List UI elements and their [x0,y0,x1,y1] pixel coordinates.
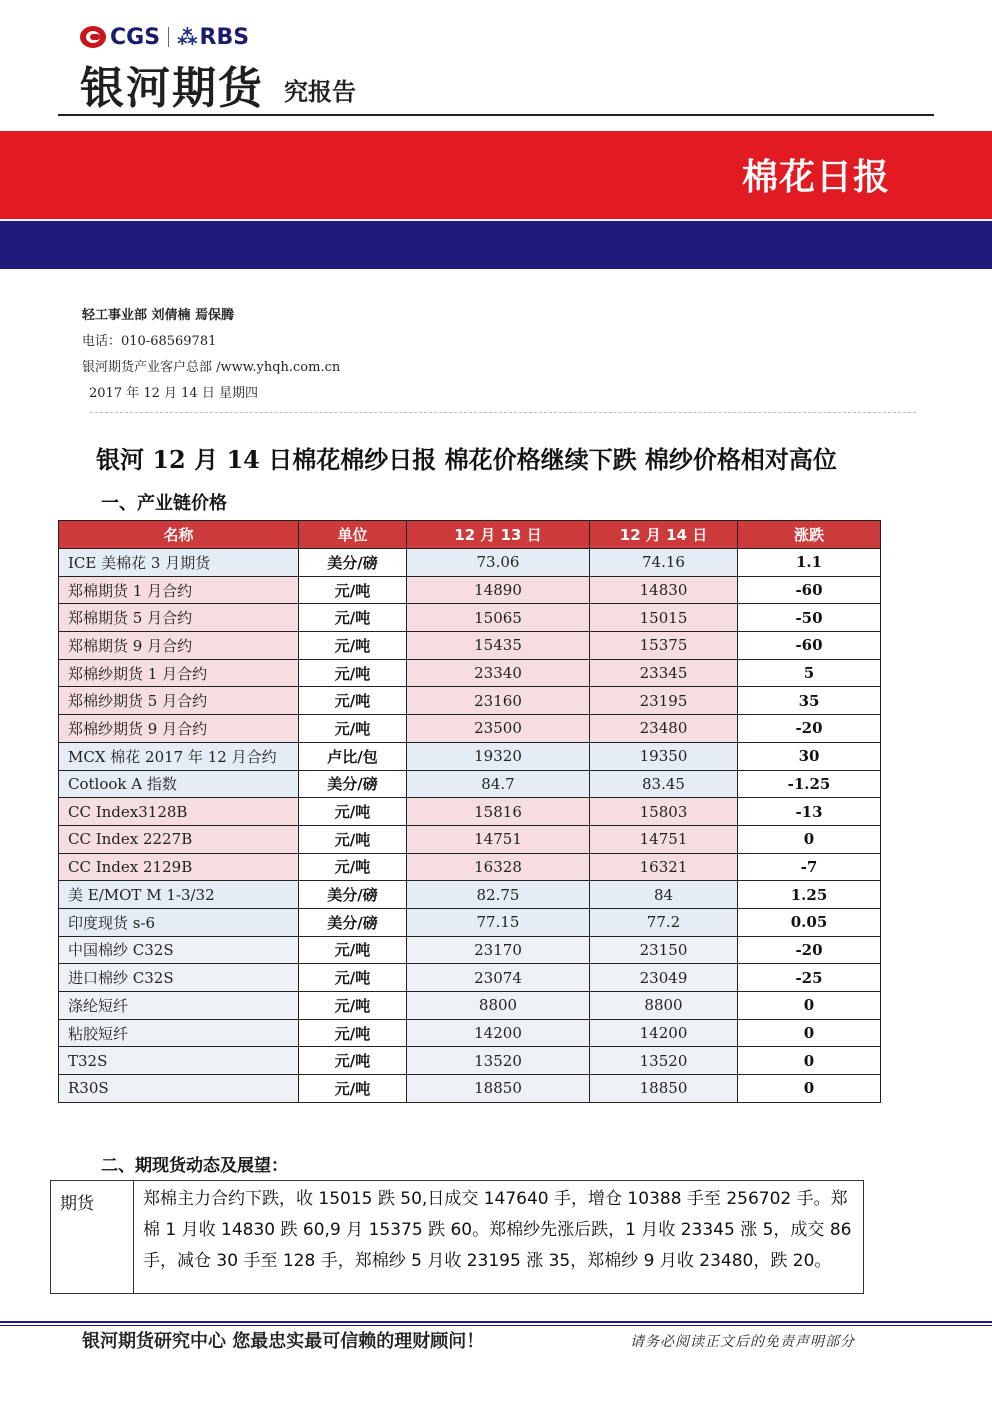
cell-change: -60 [738,632,881,660]
navy-band [0,219,992,269]
cell-change: -20 [738,936,881,964]
cell-unit: 元/吨 [299,576,407,604]
table-row [59,798,881,826]
cell-name: Cotlook A 指数 [59,770,299,798]
cell-change: -60 [738,576,881,604]
cell-unit: 元/吨 [299,853,407,881]
section-title-prices: 一、产业链价格 [101,493,227,514]
cell-dec14: 16321 [590,853,738,881]
cell-dec14: 83.45 [590,770,738,798]
table-row [59,742,881,770]
table-row [59,770,881,798]
cell-dec13: 14200 [407,1019,590,1047]
footer-slogan: 银河期货研究中心 您最忠实最可信赖的理财顾问！ [82,1331,485,1352]
table-row [59,964,881,992]
column-header-name: 名称 [59,521,299,549]
cell-name: 印度现货 s-6 [59,908,299,936]
cell-dec13: 15435 [407,632,590,660]
cell-dec14: 23049 [590,964,738,992]
cell-dec14: 23150 [590,936,738,964]
cell-dec14: 23195 [590,687,738,715]
price-table [58,520,881,1103]
author-phone: 电话：010-68569781 [82,334,217,349]
table-row [59,825,881,853]
cell-dec13: 82.75 [407,881,590,909]
cell-unit: 元/吨 [299,687,407,715]
dashed-divider [90,412,916,413]
cell-name: T32S [59,1047,299,1075]
logo-divider [168,27,169,47]
cell-name: 中国棉纱 C32S [59,936,299,964]
brand-logo [80,24,249,50]
cell-change: 0 [738,825,881,853]
table-row [59,632,881,660]
table-row [59,549,881,577]
cell-unit: 元/吨 [299,659,407,687]
outlook-text: 郑棉主力合约下跌，收 15015 跌 50,日成交 147640 手，增仓 10388 手至 256702 手。郑棉 1 月收 14830 跌 60,9 月 15375 跌 60。郑棉纱先涨后跌，1 月收 23345 涨 5，成交 86 手，减仓 30 手至 128 手，郑棉纱 5 月收 23195 涨 35，郑棉纱 9 月收 23480，跌 20。 [143,1189,852,1271]
cell-name: 粘胶短纤 [59,1019,299,1047]
logo-rbs-text: RBS [199,24,250,50]
table-row [59,576,881,604]
cell-change: -1.25 [738,770,881,798]
cell-unit: 美分/磅 [299,908,407,936]
footer-rule-thin [0,1325,992,1326]
table-row [59,659,881,687]
cell-change: 30 [738,742,881,770]
author-website: 银河期货产业客户总部 /www.yhqh.com.cn [82,360,341,375]
cell-unit: 元/吨 [299,825,407,853]
table-row [59,992,881,1020]
footer-rule [0,1321,992,1323]
cell-dec14: 84 [590,881,738,909]
table-row [59,1019,881,1047]
cell-dec14: 14830 [590,576,738,604]
table-row [59,853,881,881]
logo-cgs-text: CGS [110,24,161,50]
cell-name: 郑棉期货 9 月合约 [59,632,299,660]
cell-change: 5 [738,659,881,687]
cell-name: 郑棉纱期货 1 月合约 [59,659,299,687]
cell-change: 35 [738,687,881,715]
cell-dec14: 14200 [590,1019,738,1047]
cell-unit: 元/吨 [299,798,407,826]
cell-dec14: 15803 [590,798,738,826]
column-header-unit: 单位 [299,521,407,549]
cell-unit: 元/吨 [299,1047,407,1075]
cell-unit: 元/吨 [299,1019,407,1047]
cell-name: ICE 美棉花 3 月期货 [59,549,299,577]
cell-dec13: 13520 [407,1047,590,1075]
report-type: 究报告 [284,78,356,106]
table-row [59,604,881,632]
cell-dec14: 77.2 [590,908,738,936]
cell-name: CC Index3128B [59,798,299,826]
table-row [59,1075,881,1103]
cell-dec13: 84.7 [407,770,590,798]
table-row [59,715,881,743]
cell-dec13: 73.06 [407,549,590,577]
header-divider [58,114,934,116]
cell-dec14: 8800 [590,992,738,1020]
cell-dec14: 14751 [590,825,738,853]
cell-unit: 元/吨 [299,604,407,632]
cell-name: 郑棉纱期货 5 月合约 [59,687,299,715]
cell-unit: 美分/磅 [299,881,407,909]
table-header-row [59,521,881,549]
author-department: 轻工事业部 刘倩楠 焉保腾 [82,308,235,323]
table-row [59,687,881,715]
cell-change: 1.1 [738,549,881,577]
outlook-label: 期货 [51,1181,134,1293]
cell-name: CC Index 2129B [59,853,299,881]
rbs-logo-icon: ⁂ [177,25,198,49]
cell-unit: 元/吨 [299,936,407,964]
column-header-dec14: 12 月 14 日 [590,521,738,549]
cell-name: 郑棉期货 1 月合约 [59,576,299,604]
cell-dec13: 23500 [407,715,590,743]
cell-dec13: 23340 [407,659,590,687]
banner-title: 棉花日报 [741,157,890,198]
cell-name: CC Index 2227B [59,825,299,853]
cell-dec13: 15816 [407,798,590,826]
cell-change: 0 [738,1047,881,1075]
cell-change: -25 [738,964,881,992]
cell-dec13: 18850 [407,1075,590,1103]
section-title-outlook: 二、期现货动态及展望： [101,1156,288,1176]
cell-unit: 元/吨 [299,964,407,992]
cell-unit: 卢比/包 [299,742,407,770]
cell-dec14: 15015 [590,604,738,632]
cell-unit: 元/吨 [299,715,407,743]
cell-dec14: 74.16 [590,549,738,577]
cell-name: 郑棉期货 5 月合约 [59,604,299,632]
cell-dec13: 23074 [407,964,590,992]
column-header-dec13: 12 月 13 日 [407,521,590,549]
cell-dec13: 23170 [407,936,590,964]
cell-dec13: 15065 [407,604,590,632]
cell-dec13: 16328 [407,853,590,881]
cell-name: R30S [59,1075,299,1103]
cell-unit: 美分/磅 [299,549,407,577]
cell-dec13: 19320 [407,742,590,770]
cell-unit: 元/吨 [299,992,407,1020]
cell-dec14: 13520 [590,1047,738,1075]
cell-change: -50 [738,604,881,632]
table-row [59,881,881,909]
cell-change: -7 [738,853,881,881]
cell-change: -20 [738,715,881,743]
cell-dec14: 23480 [590,715,738,743]
cell-name: 涤纶短纤 [59,992,299,1020]
table-row [59,936,881,964]
cell-dec14: 15375 [590,632,738,660]
column-header-change: 涨跌 [738,521,881,549]
report-date: 2017 年 12 月 14 日 星期四 [89,386,258,401]
cell-dec13: 23160 [407,687,590,715]
cell-name: 郑棉纱期货 9 月合约 [59,715,299,743]
cell-name: 美 E/MOT M 1-3/32 [59,881,299,909]
cell-dec14: 18850 [590,1075,738,1103]
cgs-logo-icon [80,26,106,48]
outlook-box [50,1180,864,1294]
cell-dec13: 8800 [407,992,590,1020]
cell-dec13: 77.15 [407,908,590,936]
cell-change: 1.25 [738,881,881,909]
cell-dec13: 14751 [407,825,590,853]
cell-dec14: 23345 [590,659,738,687]
cell-name: MCX 棉花 2017 年 12 月合约 [59,742,299,770]
cell-change: 0 [738,1075,881,1103]
cell-dec14: 19350 [590,742,738,770]
table-row [59,908,881,936]
cell-name: 进口棉纱 C32S [59,964,299,992]
cell-unit: 元/吨 [299,632,407,660]
report-headline: 银河 12 月 14 日棉花棉纱日报 棉花价格继续下跌 棉纱价格相对高位 [96,445,837,474]
cell-change: 0 [738,1019,881,1047]
cell-dec13: 14890 [407,576,590,604]
cell-unit: 美分/磅 [299,770,407,798]
cell-change: -13 [738,798,881,826]
title-banner [0,131,992,219]
cell-change: 0 [738,992,881,1020]
table-row [59,1047,881,1075]
company-name: 银河期货 [80,63,264,114]
footer-disclaimer: 请务必阅读正文后的免责声明部分 [630,1334,855,1350]
cell-unit: 元/吨 [299,1075,407,1103]
cell-change: 0.05 [738,908,881,936]
